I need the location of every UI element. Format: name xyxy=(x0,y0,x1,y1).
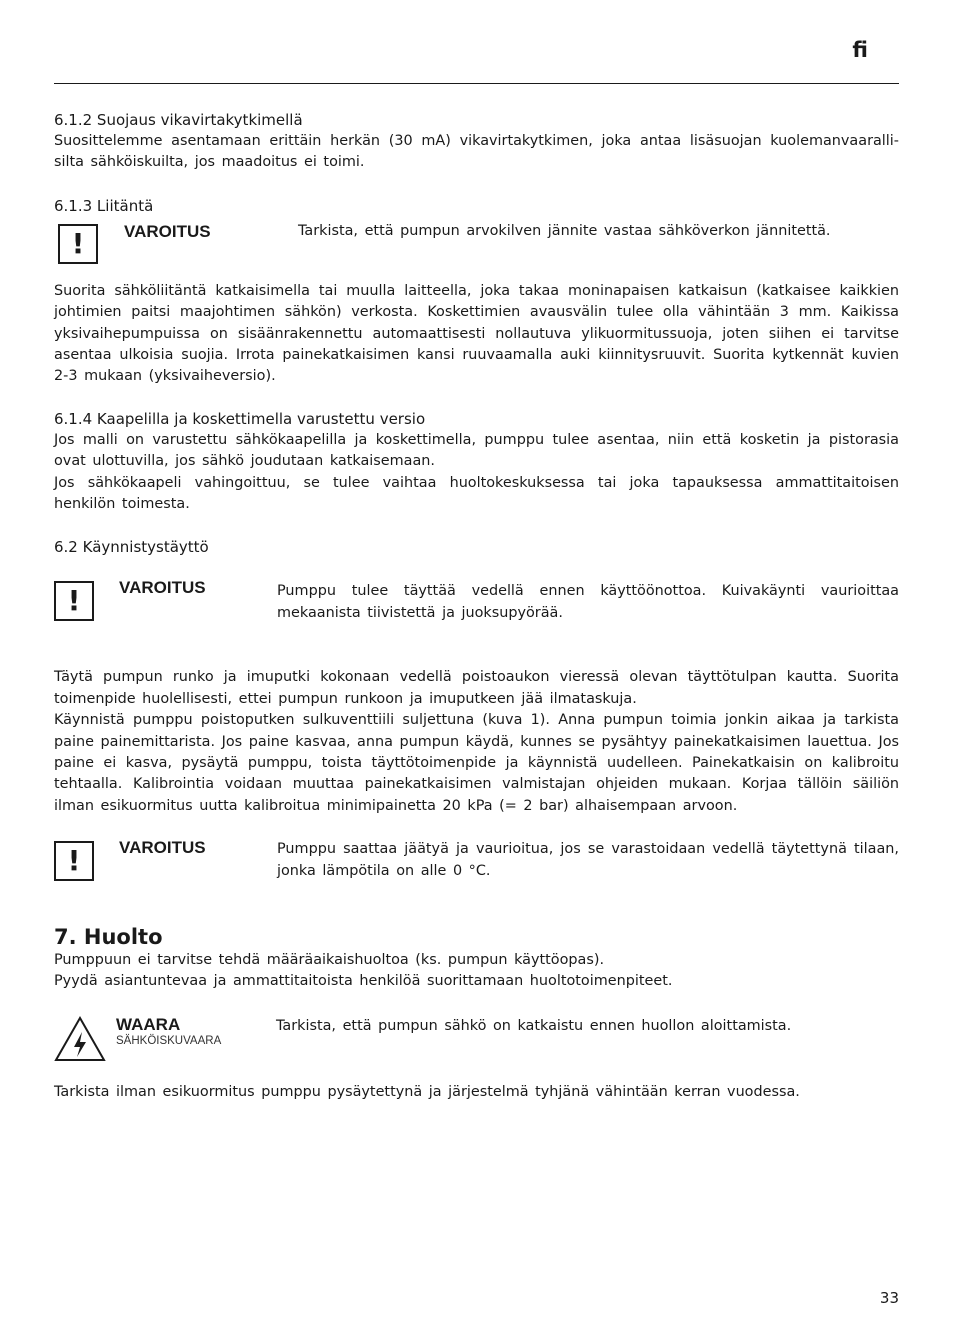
exclamation-icon: ! xyxy=(58,224,98,264)
exclamation-icon: ! xyxy=(54,581,94,621)
section-6-1-3-text: Suorita sähköliitäntä katkaisimella tai muulla laitteella, joka takaa moninapaisen katkaisun (katkaisee kaikkien johtimien paitsi maajohtimen sähkön) verkosta. Koskettimien avausvälin tulee olla vähintään 3 mm. Kaikissa yksivaihepumpuissa on sisäänrakennettu automaattisesti nollautuva ylikuormitussuoja, joten siihen ei tarvitse asentaa ulkoisia suojia. Irrota painekatkaisimen kansi ruuvaamalla auki kiinnitysruuvit. Suorita kytkennät kuvien 2-3 mukaan (yksivaiheversio). xyxy=(54,282,899,385)
section-7-heading: 7. Huolto xyxy=(54,924,163,949)
section-7-text-1: Pumppuun ei tarvitse tehdä määräaikaishuoltoa (ks. pumpun käyttöopas). xyxy=(54,951,605,968)
section-6-1-4-text-2: Jos sähkökaapeli vahingoittuu, se tulee vaihtaa huoltokeskuksessa tai joka tapauksessa ammattitaitoisen henkilön toimesta. xyxy=(54,474,899,513)
section-6-1-4-text-1: Jos malli on varustettu sähkökaapelilla ja koskettimella, pumppu tulee asentaa, niin että kosketin ja pistorasia ovat ulottuvilla, jos sähkö joudutaan katkaisemaan. xyxy=(54,431,899,470)
warning-label: VAROITUS xyxy=(124,221,211,241)
warning-label: VAROITUS xyxy=(119,578,206,598)
language-code: fi xyxy=(852,38,868,62)
warning-label: VAROITUS xyxy=(119,838,206,858)
warning-box-voltage xyxy=(54,222,899,264)
danger-label: WAARA xyxy=(116,1014,181,1034)
electric-shock-warning-icon xyxy=(54,1016,106,1062)
section-6-1-3-heading: 6.1.3 Liitäntä xyxy=(54,196,154,215)
section-6-2-text-1: Täytä pumpun runko ja imuputki kokonaan vedellä poistoaukon vieressä olevan täyttötulpan kautta. Suorita toimenpide huolellisesti, ettei pumpun runkoon ja imuputkeen jää ilmataskuja. xyxy=(54,669,899,707)
danger-text: Tarkista, että pumpun sähkö on katkaistu ennen huollon aloittamista. xyxy=(276,1017,792,1034)
danger-label-group xyxy=(116,1015,276,1048)
danger-sublabel: SÄHKÖISKUVAARA xyxy=(116,1034,222,1047)
warning-text: Pumppu tulee täyttää vedellä ennen käyttöönottoa. Kuivakäynti vaurioittaa mekaanista tiivistettä ja juoksupyörää. xyxy=(277,583,899,621)
section-6-1-2-text: Suosittelemme asentamaan erittäin herkän (30 mA) vikavirtakytkimen, joka antaa lisäsuojan kuolemanvaarallisilta sähköiskuilta, jos maadoitus ei toimi. xyxy=(54,133,899,171)
danger-box-electric-shock xyxy=(54,1016,899,1062)
section-6-1-2-heading: 6.1.2 Suojaus vikavirtakytkimellä xyxy=(54,111,303,129)
warning-box-freezing xyxy=(54,838,899,882)
header-rule xyxy=(54,83,899,84)
section-7-text-3: Tarkista ilman esikuormitus pumppu pysäytettynä ja järjestelmä tyhjänä vähintään kerran vuodessa. xyxy=(54,1083,800,1100)
section-6-1-4-heading: 6.1.4 Kaapelilla ja koskettimella varustettu versio xyxy=(54,409,426,428)
exclamation-icon: ! xyxy=(54,841,94,881)
section-6-2-heading: 6.2 Käynnistystäyttö xyxy=(54,538,209,557)
warning-text: Pumppu saattaa jäätyä ja vaurioitua, jos se varastoidaan vedellä täytettynä tilaan, jonka lämpötila on alle 0 °C. xyxy=(277,841,899,879)
page-content xyxy=(54,110,899,1103)
section-6-2-text-2: Käynnistä pumppu poistoputken sulkuventtiili suljettuna (kuva 1). Anna pumpun toimia jonkin aikaa ja tarkista paine painemittarista. Jos paine kasvaa, anna pumpun käydä, kunnes se pysähtyy painekatkaisimen lauettua. Jos paine ei kasva, pysäytä pumppu, toista täyttötoimenpide ja käynnistä uudelleen. Painekatkaisin on kalibroitu tehtaalla. Kalibrointia voidaan muuttaa painekatkaisimen valmistajan ohjeiden mukaan. Korjaa tällöin säiliön ilman esikuormitus uutta kalibroitua minimipainetta 20 kPa (= 2 bar) alhaisempaan arvoon. xyxy=(54,712,899,814)
warning-box-dry-run xyxy=(54,578,899,624)
page-number: 33 xyxy=(879,1289,899,1307)
section-7-text-2: Pyydä asiantuntevaa ja ammattitaitoista henkilöä suorittamaan huoltotoimenpiteet. xyxy=(54,973,673,990)
warning-text: Tarkista, että pumpun arvokilven jännite vastaa sähköverkon jännitettä. xyxy=(298,222,831,239)
